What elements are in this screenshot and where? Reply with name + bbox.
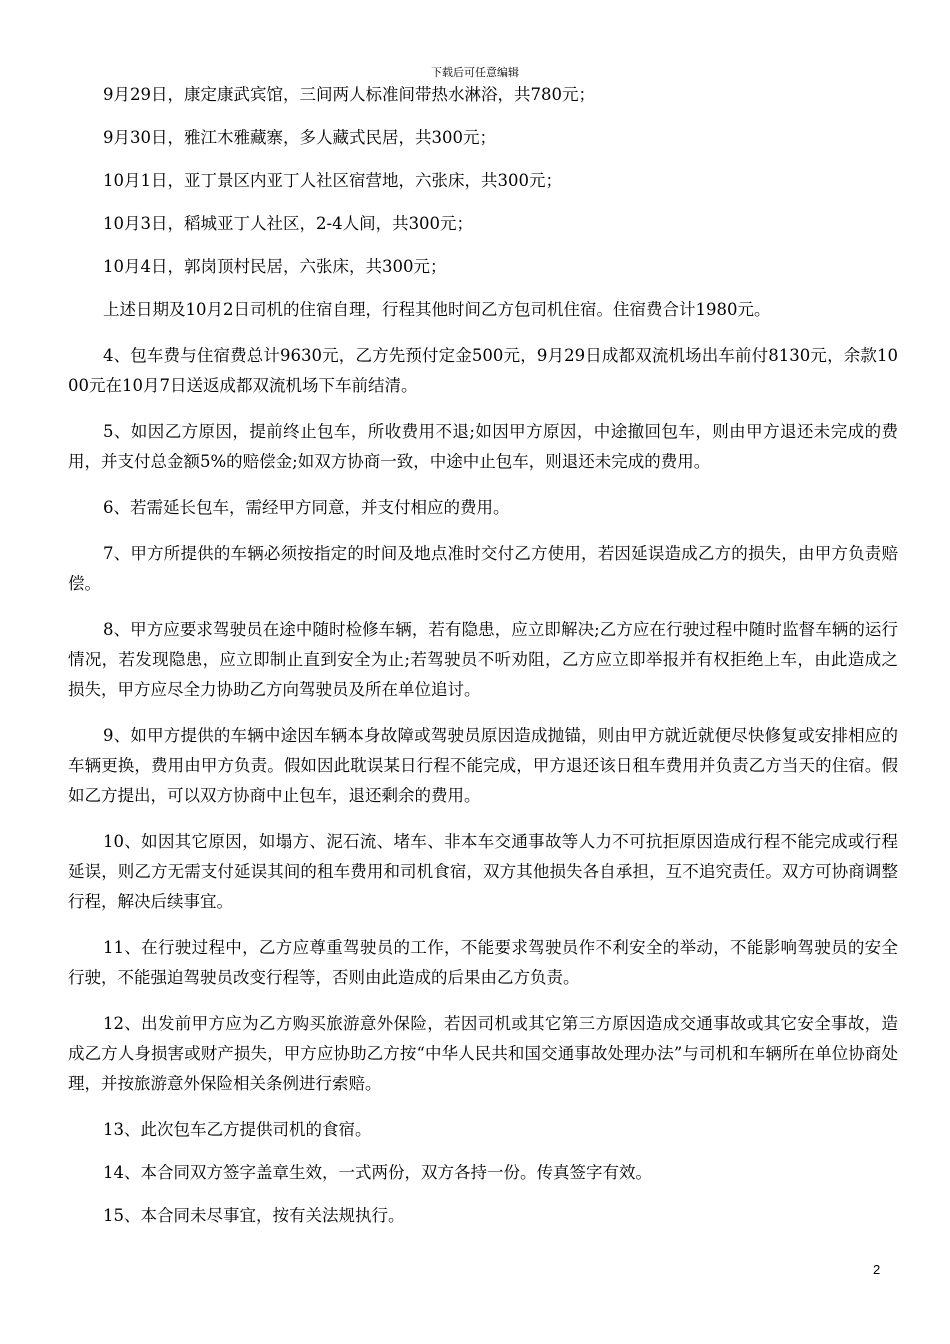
paragraph-clause-11: 11、在行驶过程中，乙方应尊重驾驶员的工作，不能要求驾驶员作不利安全的举动，不能影响驾驶员的安全行驶，不能强迫驾驶员改变行程等，否则由此造成的后果由乙方负责。: [68, 938, 898, 987]
document-body: [68, 80, 898, 1244]
page-number: 2: [873, 1262, 881, 1277]
header-note: 下载后可任意编辑: [431, 66, 519, 79]
paragraph-lodging-0929: 9月29日，康定康武宾馆，三间两人标准间带热水淋浴，共780元；: [103, 85, 595, 104]
paragraph-lodging-0930: 9月30日，雅江木雅藏寨，多人藏式民居，共300元；: [103, 128, 496, 147]
paragraph-lodging-1001: 10月1日，亚丁景区内亚丁人社区宿营地，六张床，共300元；: [103, 171, 562, 190]
paragraph-lodging-1003: 10月3日，稻城亚丁人社区，2-4人间，共300元；: [103, 214, 474, 233]
paragraph-clause-6: 6、若需延长包车，需经甲方同意，并支付相应的费用。: [103, 498, 510, 517]
paragraph-clause-14: 14、本合同双方签字盖章生效，一式两份，双方各持一份。传真签字有效。: [103, 1163, 652, 1182]
paragraph-clause-7: 7、甲方所提供的车辆必须按指定的时间及地点准时交付乙方使用，若因延误造成乙方的损失，由甲方负责赔偿。: [68, 544, 898, 593]
paragraph-clause-9: 9、如甲方提供的车辆中途因车辆本身故障或驾驶员原因造成抛锚，则由甲方就近就便尽快修复或安排相应的车辆更换，费用由甲方负责。假如因此耽误某日行程不能完成，甲方退还该日租车费用并负责乙方当天的住宿。假如乙方提出，可以双方协商中止包车，退还剩余的费用。: [68, 726, 898, 805]
paragraph-clause-4: 4、包车费与住宿费总计9630元，乙方先预付定金500元，9月29日成都双流机场出车前付8130元，余款1000元在10月7日送返成都双流机场下车前结清。: [68, 346, 898, 395]
paragraph-clause-13: 13、此次包车乙方提供司机的食宿。: [103, 1120, 372, 1139]
paragraph-clause-10: 10、如因其它原因，如塌方、泥石流、堵车、非本车交通事故等人力不可抗拒原因造成行程不能完成或行程延误，则乙方无需支付延误其间的租车费用和司机食宿，双方其他损失各自承担，互不追究责任。双方可协商调整行程，解决后续事宜。: [68, 832, 898, 911]
paragraph-lodging-summary: 上述日期及10月2日司机的住宿自理，行程其他时间乙方包司机住宿。住宿费合计1980元。: [103, 300, 771, 319]
paragraph-clause-5: 5、如因乙方原因，提前终止包车，所收费用不退;如因甲方原因，中途撤回包车，则由甲方退还未完成的费用，并支付总金额5%的赔偿金;如双方协商一致，中途中止包车，则退还未完成的费用。: [68, 422, 898, 471]
paragraph-clause-15: 15、本合同未尽事宜，按有关法规执行。: [103, 1206, 405, 1225]
paragraph-clause-12: 12、出发前甲方应为乙方购买旅游意外保险，若因司机或其它第三方原因造成交通事故或其它安全事故，造成乙方人身损害或财产损失，甲方应协助乙方按“中华人民共和国交通事故处理办法”与司机和车辆所在单位协商处理，并按旅游意外保险相关条例进行索赔。: [68, 1014, 898, 1093]
paragraph-lodging-1004: 10月4日，郭岗顶村民居，六张床，共300元；: [103, 257, 447, 276]
paragraph-clause-8: 8、甲方应要求驾驶员在途中随时检修车辆，若有隐患，应立即解决;乙方应在行驶过程中随时监督车辆的运行情况，若发现隐患，应立即制止直到安全为止;若驾驶员不听劝阻，乙方应立即举报并有权拒绝上车，由此造成之损失，甲方应尽全力协助乙方向驾驶员及所在单位追讨。: [68, 620, 898, 699]
